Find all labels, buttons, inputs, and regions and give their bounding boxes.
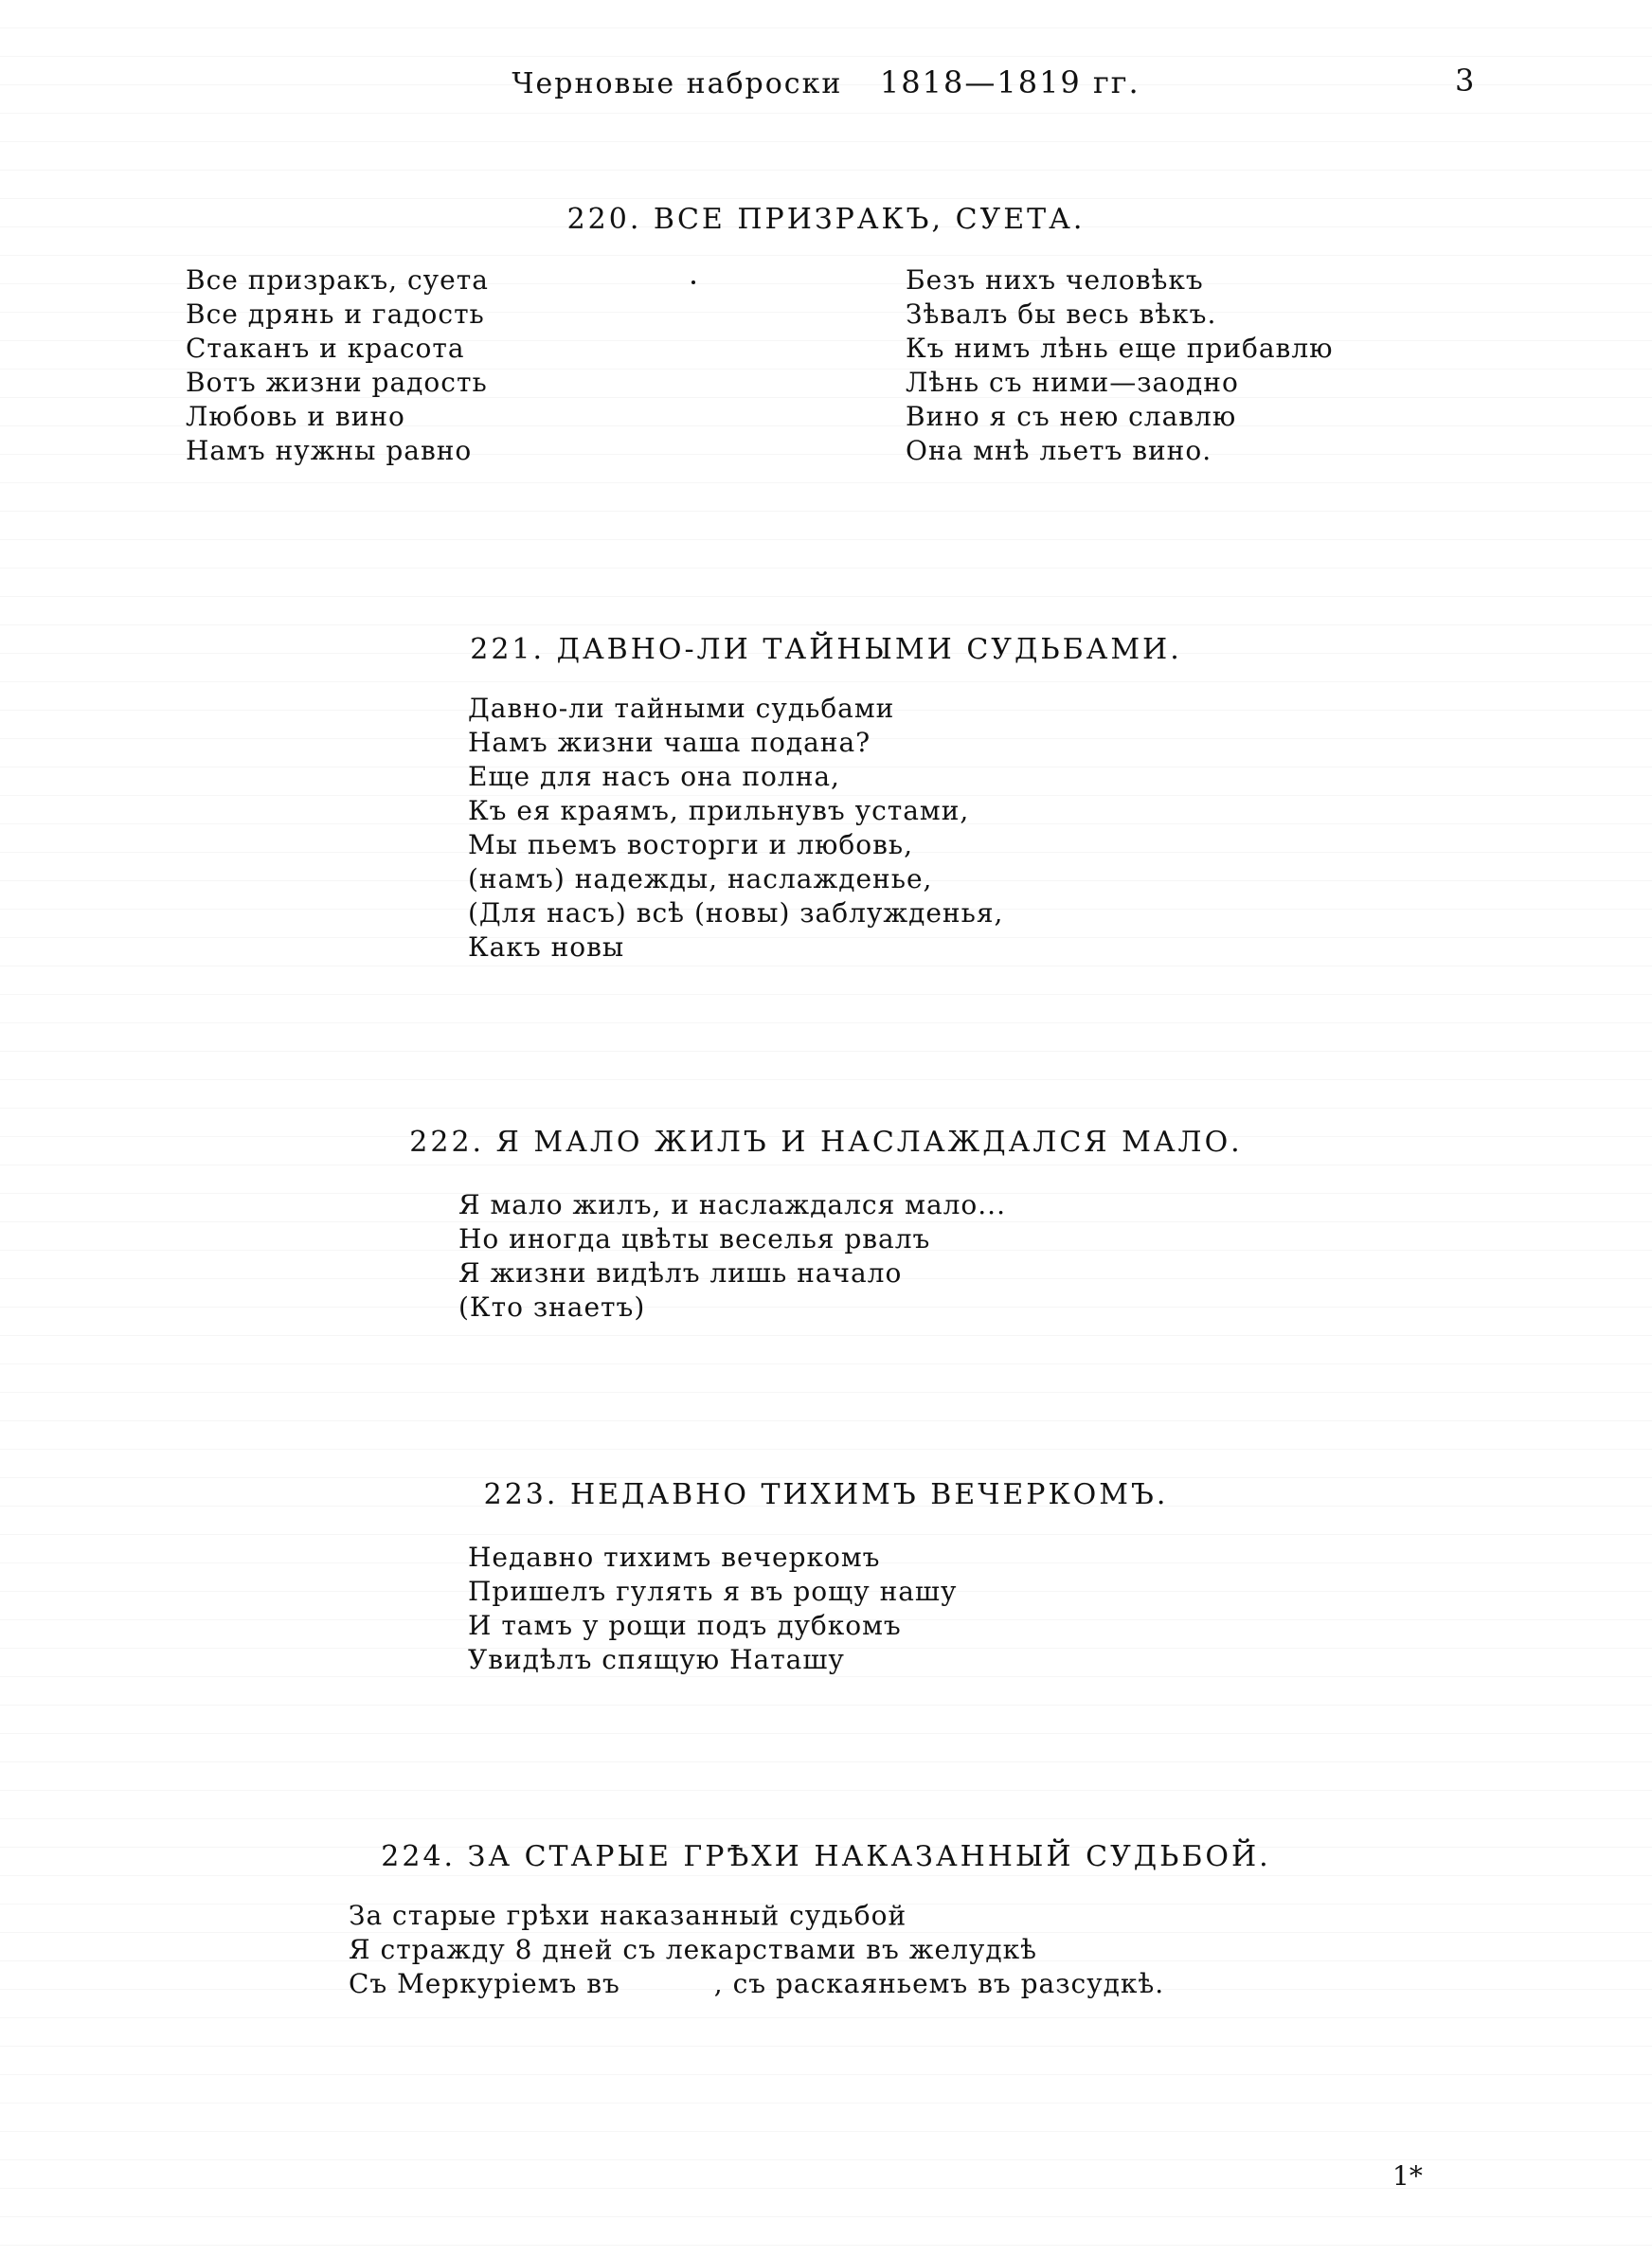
verse-line: Все дрянь и гадость (186, 298, 485, 330)
poem-title-223: 223. НЕДАВНО ТИХИМЪ ВЕЧЕРКОМЪ. (483, 1478, 1169, 1511)
poem-220-left-column (186, 263, 489, 468)
poem-title-221: 221. ДАВНО-ЛИ ТАЙНЫМИ СУДЬБАМИ. (470, 633, 1182, 666)
verse-line: Какъ новы (468, 931, 625, 963)
verse-line: Она мнѣ льетъ вино. (906, 435, 1212, 466)
running-head-years: 1818—1819 гг. (879, 64, 1140, 100)
verse-line: Я мало жилъ, и наслаждался мало... (458, 1189, 1006, 1220)
verse-line: (Кто знаетъ) (458, 1291, 646, 1323)
verse-line: За старые грѣхи наказанный судьбой (349, 1900, 907, 1931)
scan-dot-mark (691, 280, 695, 284)
verse-line: Вино я съ нею славлю (906, 401, 1237, 432)
verse-line: Къ ея краямъ, прильнувъ устами, (468, 795, 970, 826)
poem-222-text (458, 1188, 1006, 1325)
verse-line: (Для насъ) всѣ (новы) заблужденья, (468, 897, 1004, 929)
running-head (0, 64, 1652, 100)
verse-line: И тамъ у рощи подъ дубкомъ (468, 1610, 902, 1641)
verse-line: Я жизни видѣлъ лишь начало (458, 1257, 903, 1289)
verse-line: (намъ) надежды, наслажденье, (468, 863, 933, 894)
poem-223-text (468, 1541, 957, 1677)
verse-line: Стаканъ и красота (186, 333, 465, 364)
verse-line: Все призракъ, суета (186, 264, 489, 296)
verse-line: Пришелъ гулять я въ рощу нашу (468, 1576, 958, 1607)
poem-title-220: 220. ВСЕ ПРИЗРАКЪ, СУЕТА. (566, 203, 1086, 236)
verse-line: Безъ нихъ человѣкъ (906, 264, 1204, 296)
verse-line: Съ Меркуріемъ въ , съ раскаяньемъ въ разсудкѣ. (349, 1968, 1165, 1999)
running-title: Черновые наброски (512, 67, 843, 100)
poem-221-text (468, 692, 1003, 965)
verse-line: Вотъ жизни радость (186, 367, 488, 398)
verse-line: Намъ нужны равно (186, 435, 473, 466)
verse-line: Намъ жизни чаша подана? (468, 727, 871, 758)
poem-224-text (349, 1899, 1164, 2001)
verse-line: Къ нимъ лѣнь еще прибавлю (906, 333, 1334, 364)
printer-signature-mark: 1* (1392, 2160, 1423, 2192)
verse-line: Зѣвалъ бы весь вѣкъ. (906, 298, 1217, 330)
verse-line: Мы пьемъ восторги и любовь, (468, 829, 913, 860)
verse-line: Лѣнь съ ними—заодно (906, 367, 1239, 398)
verse-line: Я стражду 8 дней съ лекарствами въ желудкѣ (349, 1934, 1037, 1965)
verse-line: Еще для насъ она полна, (468, 761, 840, 792)
page-number: 3 (1455, 63, 1475, 99)
verse-line: Любовь и вино (186, 401, 405, 432)
verse-line: Давно-ли тайными судьбами (468, 693, 895, 724)
verse-line: Увидѣлъ спящую Наташу (468, 1644, 845, 1675)
poem-220-right-column (906, 263, 1333, 468)
verse-line: Недавно тихимъ вечеркомъ (468, 1542, 881, 1573)
poem-title-222: 222. Я МАЛО ЖИЛЪ И НАСЛАЖДАЛСЯ МАЛО. (409, 1126, 1243, 1159)
poem-title-224: 224. ЗА СТАРЫЕ ГРѢХИ НАКАЗАННЫЙ СУДЬБОЙ. (381, 1840, 1271, 1873)
verse-line: Но иногда цвѣты веселья рвалъ (458, 1223, 931, 1255)
